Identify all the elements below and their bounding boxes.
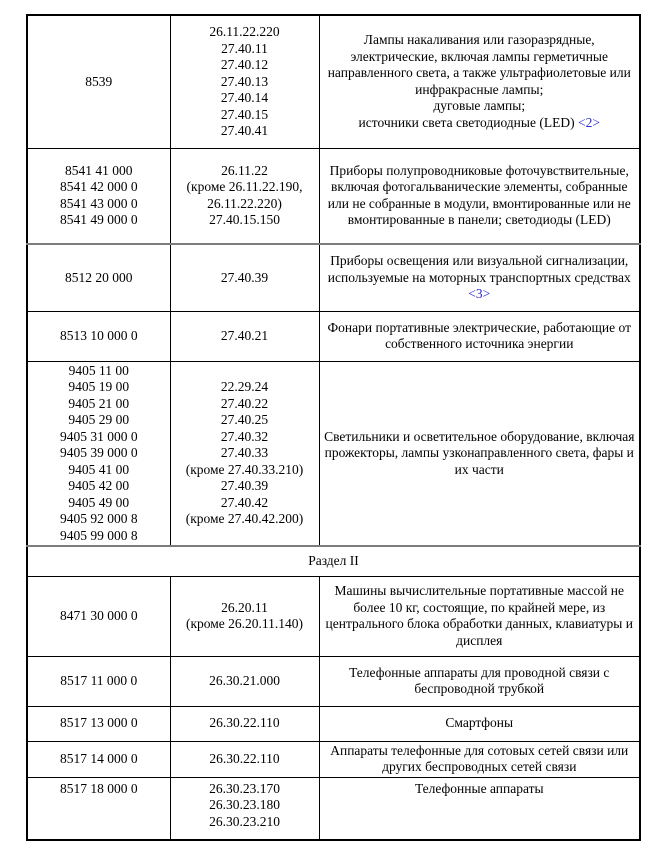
okpd-code-cell	[170, 148, 319, 244]
tnved-code-line: 9405 19 00	[68, 379, 130, 394]
table-row	[27, 361, 640, 546]
okpd-code-line: 26.30.21.000	[209, 672, 280, 688]
tnved-code-line: 9405 39 000 0	[59, 445, 138, 460]
okpd-code-line: (кроме 27.40.42.200)	[185, 511, 304, 526]
tnved-code-cell	[27, 311, 170, 361]
okpd-code-line: 27.40.22	[220, 395, 269, 411]
tnved-code-line: 8541 42 000 0	[59, 179, 138, 195]
tnved-code-cell	[27, 706, 170, 741]
tnved-code-line: 8539	[85, 73, 113, 89]
description-text: Фонари портативные электрические, работающие от собственного источника энергии	[327, 319, 631, 351]
table-row	[27, 777, 640, 840]
customs-codes-table	[26, 14, 641, 841]
tnved-code-line: 8513 10 000 0	[59, 327, 138, 343]
footnote-marker: <3>	[468, 286, 491, 301]
description-text: Приборы полупроводниковые фоточувствительные, включая фотогальванические элементы, собранные или не собранные в модули, вмонтированные или не вмонтированные в панели; светодиоды (LED)	[327, 162, 631, 228]
okpd-code-cell	[170, 656, 319, 706]
description-text: Аппараты телефонные для сотовых сетей связи или других беспроводных сетей связи	[330, 742, 629, 774]
tnved-code-line: 8517 11 000 0	[60, 672, 138, 688]
okpd-code-line: 27.40.15	[220, 106, 269, 122]
tnved-code-line: 8512 20 000	[65, 269, 133, 285]
tnved-code-line: 9405 99 000 8	[59, 527, 138, 543]
tnved-code-line: 9405 49 00	[68, 494, 130, 510]
description-cell	[319, 706, 640, 741]
description-cell	[319, 244, 640, 311]
table-row	[27, 656, 640, 706]
okpd-code-cell	[170, 361, 319, 546]
table-row	[27, 244, 640, 311]
okpd-code-line: 26.11.22	[221, 162, 268, 178]
okpd-code-line: 27.40.25	[220, 412, 269, 427]
description-text: Машины вычислительные портативные массой не более 10 кг, состоящие, по крайней мере, из центрального блока обработки данных, клавиатуры и дисплея	[325, 583, 633, 648]
tnved-code-cell	[27, 148, 170, 244]
description-cell	[319, 311, 640, 361]
okpd-code-line: 22.29.24	[220, 379, 269, 394]
tnved-code-cell	[27, 741, 170, 777]
tnved-code-line: 9405 31 000 0	[59, 428, 138, 444]
tnved-code-line: 8541 49 000 0	[59, 212, 138, 228]
section-row	[27, 546, 640, 576]
table-row	[27, 741, 640, 777]
description-text: Светильники и осветительное оборудование, включая прожекторы, лампы узконаправленного света, фары и их части	[324, 428, 635, 477]
okpd-code-line: 26.30.23.170	[209, 780, 280, 796]
description-cell	[319, 361, 640, 546]
description-text: Лампы накаливания или газоразрядные, электрические, включая лампы герметичные направленного света, а также ультрафиолетовые или инфракрасные лампы;	[327, 32, 631, 97]
okpd-code-line: 27.40.39	[220, 478, 269, 493]
description-cell	[319, 656, 640, 706]
okpd-code-line: 26.30.22.110	[209, 715, 280, 731]
tnved-code-line: 9405 11 00	[68, 362, 129, 378]
okpd-code-line: 27.40.13	[220, 73, 269, 89]
okpd-code-line: 27.40.39	[220, 269, 269, 285]
okpd-code-line: 26.30.23.180	[209, 797, 280, 812]
footnote-marker: <2>	[577, 114, 600, 130]
okpd-code-line: 26.30.23.210	[209, 813, 280, 829]
okpd-code-line: 27.40.15.150	[209, 212, 280, 228]
table-row	[27, 576, 640, 656]
description-cell	[319, 576, 640, 656]
okpd-code-line: (кроме 26.20.11.140)	[185, 616, 304, 631]
okpd-code-cell	[170, 15, 319, 148]
table-row	[27, 311, 640, 361]
table-row	[27, 148, 640, 244]
tnved-code-cell	[27, 576, 170, 656]
tnved-code-line: 8517 14 000 0	[59, 750, 138, 766]
okpd-code-cell	[170, 576, 319, 656]
okpd-code-line: 26.30.22.110	[209, 750, 280, 766]
description-cell	[319, 741, 640, 777]
okpd-code-line: (кроме 27.40.33.210)	[185, 461, 304, 477]
description-cell	[319, 148, 640, 244]
okpd-code-cell	[170, 706, 319, 741]
okpd-code-line: 27.40.41	[220, 123, 269, 138]
tnved-code-line: 9405 92 000 8	[59, 511, 138, 526]
okpd-code-cell	[170, 741, 319, 777]
okpd-code-cell	[170, 777, 319, 840]
tnved-code-cell	[27, 244, 170, 311]
tnved-code-cell	[27, 656, 170, 706]
tnved-code-line: 8517 13 000 0	[59, 715, 138, 731]
okpd-code-line: 27.40.21	[220, 327, 269, 343]
okpd-code-line: 27.40.33	[220, 445, 269, 460]
description-text: Телефонные аппараты	[414, 780, 544, 796]
description-text: источники света светодиодные (LED) <2>	[358, 114, 600, 130]
okpd-code-cell	[170, 311, 319, 361]
okpd-code-cell	[170, 244, 319, 311]
tnved-code-line: 8471 30 000 0	[59, 607, 138, 623]
okpd-code-line: 27.40.32	[220, 428, 269, 444]
tnved-code-line: 8541 43 000 0	[59, 195, 138, 211]
tnved-code-line: 9405 41 00	[68, 461, 130, 477]
tnved-code-line: 8541 41 000	[65, 162, 133, 178]
table-row	[27, 15, 640, 148]
okpd-code-line: 27.40.42	[220, 494, 269, 510]
tnved-code-line: 9405 21 00	[68, 395, 130, 411]
tnved-code-line: 9405 29 00	[68, 412, 130, 427]
okpd-code-line: 27.40.14	[220, 90, 269, 105]
section-title: Раздел II	[27, 546, 640, 576]
tnved-code-line: 9405 42 00	[68, 478, 130, 493]
description-text: Смартфоны	[445, 715, 514, 731]
okpd-code-line: 26.11.22.220)	[207, 195, 282, 211]
okpd-code-line: 27.40.11	[221, 40, 268, 56]
description-text: Телефонные аппараты для проводной связи с беспроводной трубкой	[349, 664, 610, 696]
tnved-code-line: 8517 18 000 0	[59, 780, 138, 796]
description-text: Приборы освещения или визуальной сигнализации, используемые на моторных транспортных средствах <3>	[327, 253, 631, 301]
okpd-code-line: 27.40.12	[220, 57, 269, 72]
tnved-code-cell	[27, 15, 170, 148]
tnved-code-cell	[27, 361, 170, 546]
table-row	[27, 706, 640, 741]
okpd-code-line: (кроме 26.11.22.190,	[186, 179, 303, 195]
description-cell	[319, 15, 640, 148]
description-cell	[319, 777, 640, 840]
okpd-code-line: 26.11.22.220	[209, 24, 280, 39]
tnved-code-cell	[27, 777, 170, 840]
description-text: дуговые лампы;	[433, 98, 526, 114]
okpd-code-line: 26.20.11	[221, 599, 268, 615]
